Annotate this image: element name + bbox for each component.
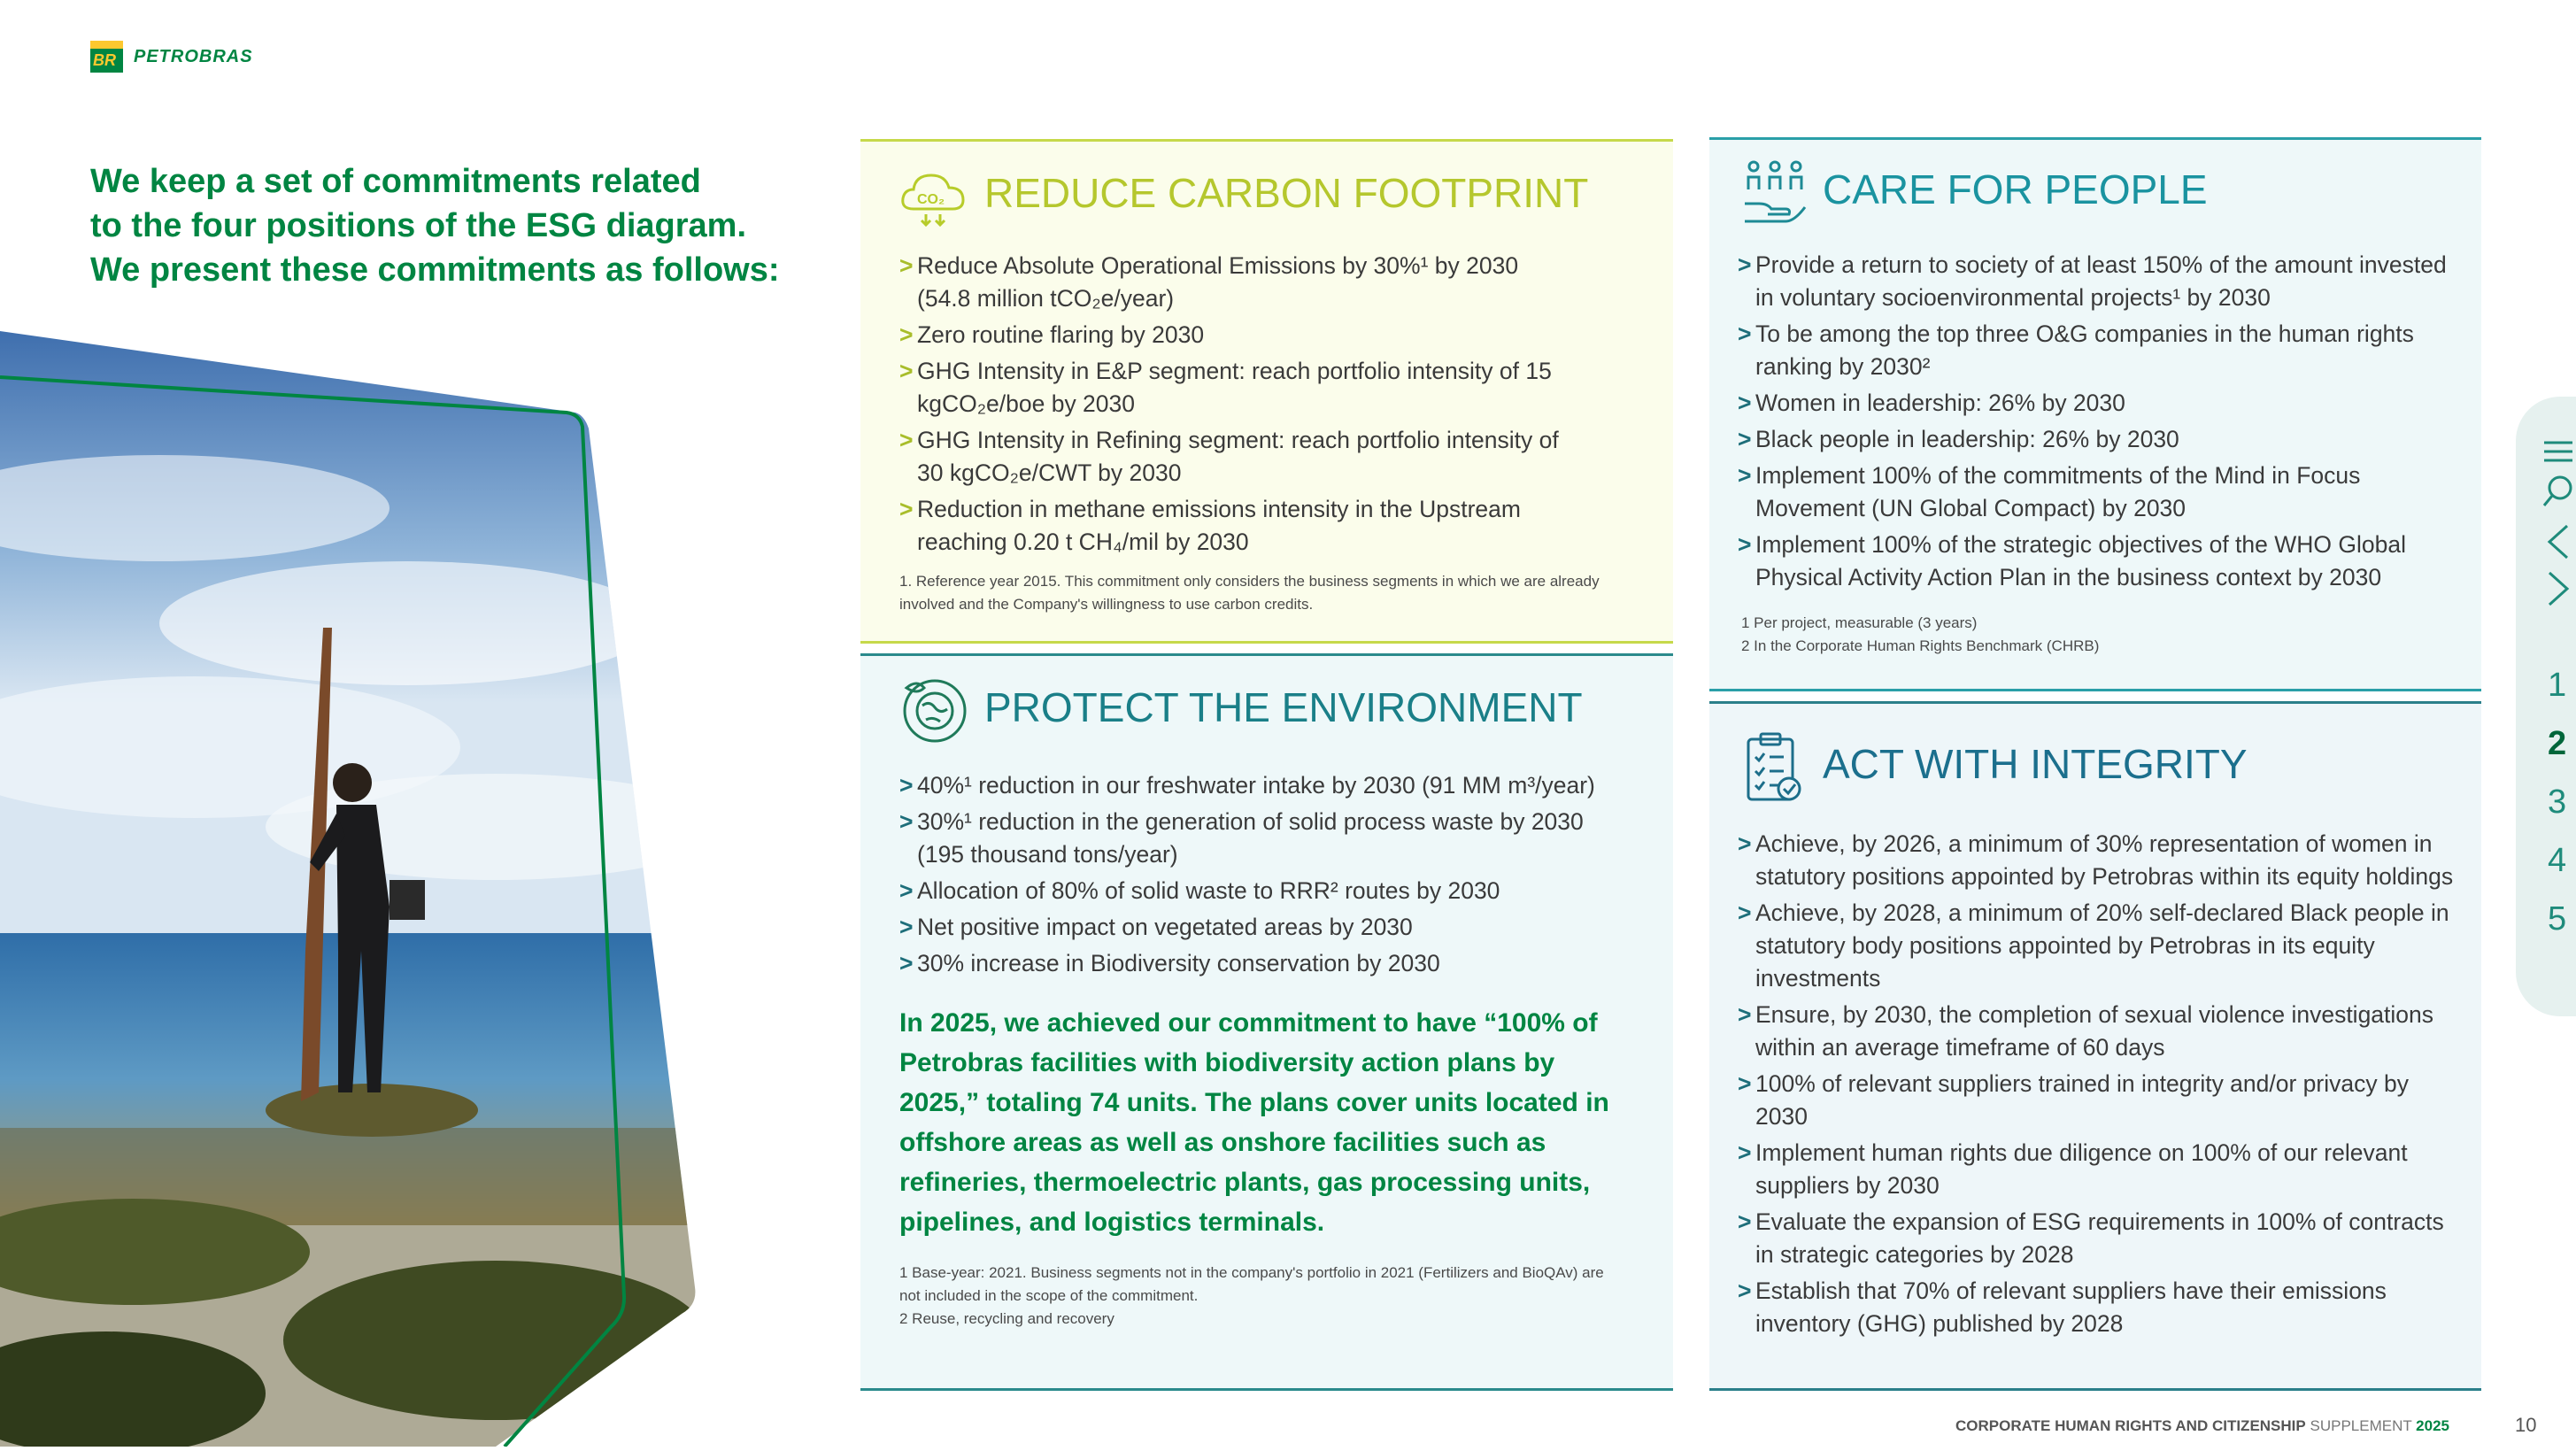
environment-panel bbox=[860, 653, 1673, 1391]
list-item: > 30%¹ reduction in the generation of solid process waste by 2030 (195 thousand tons/year) bbox=[899, 806, 1599, 871]
nav-section-2[interactable]: 2 bbox=[2548, 725, 2567, 762]
footer-title-bold: CORPORATE HUMAN RIGHTS AND CITIZENSHIP bbox=[1955, 1417, 2306, 1434]
footnote: not included in the scope of the commitment. bbox=[899, 1287, 1199, 1304]
environment-footnotes bbox=[899, 1262, 1604, 1331]
intro-line: to the four positions of the ESG diagram. bbox=[90, 207, 747, 244]
list-item: > Black people in leadership: 26% by 2030 bbox=[1738, 423, 2455, 456]
carbon-list bbox=[899, 250, 1572, 562]
integrity-title: ACT WITH INTEGRITY bbox=[1823, 741, 2248, 787]
environment-title: PROTECT THE ENVIRONMENT bbox=[984, 684, 1583, 730]
nav-section-1[interactable]: 1 bbox=[2548, 667, 2567, 704]
footnote: 1 Per project, measurable (3 years) bbox=[1741, 614, 1978, 631]
list-item: > Reduction in methane emissions intensity in the Upstream reaching 0.20 t CH₄/mil by 2030 bbox=[899, 493, 1572, 559]
people-panel bbox=[1709, 137, 2481, 691]
intro-line: We present these commitments as follows: bbox=[90, 251, 780, 289]
list-item: > 30% increase in Biodiversity conservation by 2030 bbox=[899, 947, 1599, 980]
list-item: > 40%¹ reduction in our freshwater intake by 2030 (91 MM m³/year) bbox=[899, 769, 1599, 802]
list-item: > To be among the top three O&G companies in the human rights ranking by 2030² bbox=[1738, 318, 2455, 383]
list-item: > Evaluate the expansion of ESG requirements in 100% of contracts in strategic categories by 2028 bbox=[1738, 1206, 2455, 1271]
people-hand-icon bbox=[1741, 158, 1809, 225]
footnote: involved and the Company's willingness to use carbon credits. bbox=[899, 596, 1314, 613]
search-icon[interactable] bbox=[2542, 474, 2574, 509]
list-item: > Ensure, by 2030, the completion of sexual violence investigations within an average timeframe of 60 days bbox=[1738, 999, 2455, 1064]
intro-line: We keep a set of commitments related bbox=[90, 163, 701, 200]
footnote: 1 Base-year: 2021. Business segments not in the company's portfolio in 2021 (Fertilizers and BioQAv) are bbox=[899, 1264, 1604, 1281]
carbon-footnotes bbox=[899, 570, 1600, 616]
list-item: > Implement 100% of the commitments of the Mind in Focus Movement (UN Global Compact) by 2030 bbox=[1738, 459, 2455, 525]
footer-year: 2025 bbox=[2416, 1417, 2449, 1434]
globe-leaf-icon bbox=[899, 675, 968, 745]
list-item: > Zero routine flaring by 2030 bbox=[899, 319, 1572, 351]
list-item: > Reduce Absolute Operational Emissions by 30%¹ by 2030 (54.8 million tCO₂e/year) bbox=[899, 250, 1572, 315]
people-title: CARE FOR PEOPLE bbox=[1823, 166, 2208, 212]
nav-section-3[interactable]: 3 bbox=[2548, 783, 2567, 821]
list-item: > Provide a return to society of at least 150% of the amount invested in voluntary socioenvironmental projects¹ by 2030 bbox=[1738, 249, 2455, 314]
menu-icon[interactable] bbox=[2542, 438, 2574, 465]
br-logo-icon: BR bbox=[90, 41, 123, 73]
coastal-photo bbox=[0, 331, 699, 1447]
list-item: > GHG Intensity in E&P segment: reach portfolio intensity of 15 kgCO₂e/boe by 2030 bbox=[899, 355, 1572, 421]
list-item: > 100% of relevant suppliers trained in integrity and/or privacy by 2030 bbox=[1738, 1068, 2455, 1133]
list-item: > Women in leadership: 26% by 2030 bbox=[1738, 387, 2455, 420]
petrobras-logo bbox=[90, 41, 253, 73]
list-item: > Allocation of 80% of solid waste to RRR² routes by 2030 bbox=[899, 875, 1599, 907]
people-footnotes bbox=[1741, 612, 2099, 658]
carbon-panel bbox=[860, 139, 1673, 644]
carbon-title: REDUCE CARBON FOOTPRINT bbox=[984, 170, 1589, 216]
footer-title bbox=[1955, 1416, 2449, 1436]
brand-name: PETROBRAS bbox=[134, 46, 253, 66]
footnote: 2 In the Corporate Human Rights Benchmark (CHRB) bbox=[1741, 637, 2100, 654]
list-item: > Implement 100% of the strategic objectives of the WHO Global Physical Activity Action Plan in the business context by 2030 bbox=[1738, 529, 2455, 594]
list-item: > Implement human rights due diligence on 100% of our relevant suppliers by 2030 bbox=[1738, 1137, 2455, 1202]
footer-title-light: SUPPLEMENT bbox=[2310, 1417, 2412, 1434]
people-list bbox=[1738, 249, 2455, 598]
chevron-right-icon[interactable] bbox=[2542, 569, 2574, 608]
list-item: > Achieve, by 2028, a minimum of 20% self-declared Black people in statutory body positions appointed by Petrobras in its equity investments bbox=[1738, 897, 2455, 995]
biodiversity-highlight: In 2025, we achieved our commitment to have “100% of Petrobras facilities with biodiversity action plans by 2025,” totaling 74 units. The plans cover units located in offshore areas as well as onshore facilities such as refineries, thermoelectric plants, gas processing units, pipelines, and logistics terminals. bbox=[899, 1008, 1609, 1237]
intro-heading bbox=[90, 159, 816, 292]
list-item: > Achieve, by 2026, a minimum of 30% representation of women in statutory positions appointed by Petrobras within its equity holdings bbox=[1738, 828, 2455, 893]
list-item: > Establish that 70% of relevant suppliers have their emissions inventory (GHG) published by 2028 bbox=[1738, 1275, 2455, 1340]
footnote: 1. Reference year 2015. This commitment only considers the business segments in which we are already bbox=[899, 573, 1600, 590]
co2-cloud-icon bbox=[899, 168, 968, 230]
list-item: > GHG Intensity in Refining segment: reach portfolio intensity of 30 kgCO₂e/CWT by 2030 bbox=[899, 424, 1572, 490]
clipboard-check-icon bbox=[1745, 730, 1803, 803]
nav-section-5[interactable]: 5 bbox=[2548, 900, 2567, 938]
svg-text:CO₂: CO₂ bbox=[917, 192, 945, 207]
integrity-panel bbox=[1709, 701, 2481, 1391]
footnote: 2 Reuse, recycling and recovery bbox=[899, 1310, 1114, 1327]
integrity-list bbox=[1738, 828, 2455, 1344]
chevron-left-icon[interactable] bbox=[2542, 522, 2574, 561]
list-item: > Net positive impact on vegetated areas by 2030 bbox=[899, 911, 1599, 944]
nav-section-4[interactable]: 4 bbox=[2548, 842, 2567, 879]
page-number: 10 bbox=[2515, 1414, 2537, 1436]
environment-list bbox=[899, 769, 1599, 984]
